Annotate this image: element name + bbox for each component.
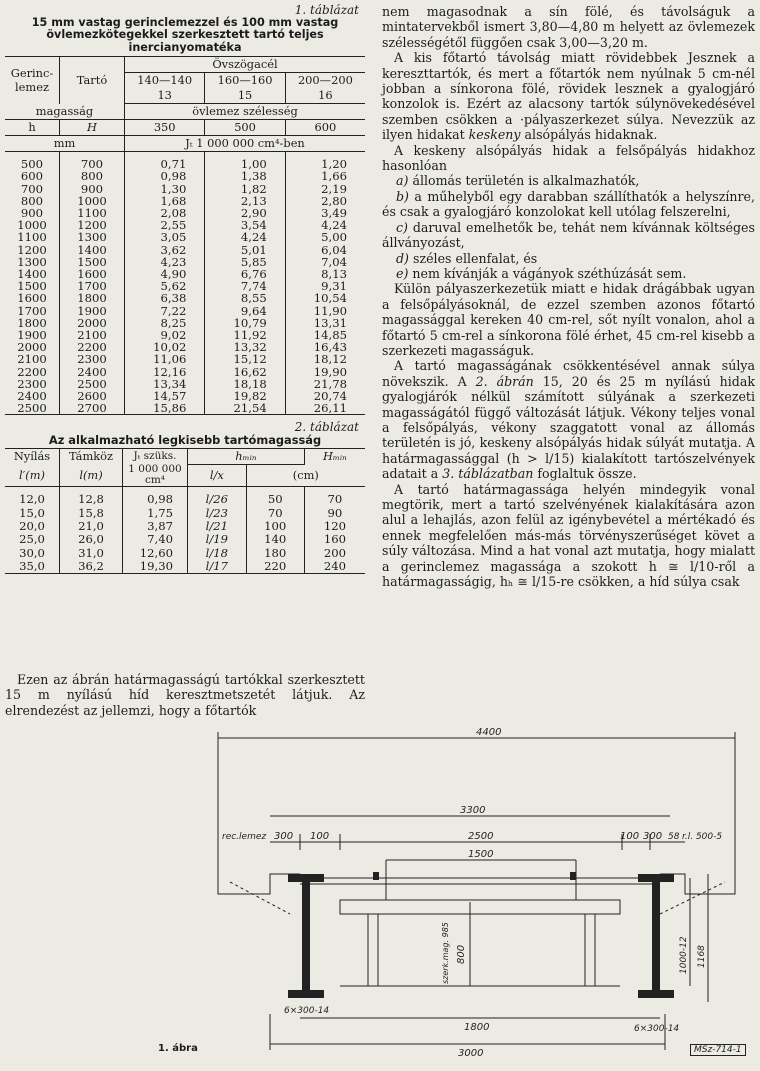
table-cell: 19,30: [123, 560, 188, 574]
table-cell: 900: [60, 183, 125, 195]
table-row: [5, 560, 365, 574]
dim-100-right: 100: [620, 831, 640, 842]
table-cell: 1,75: [123, 507, 188, 520]
t2-h-jt-unit: cm⁴: [144, 474, 166, 487]
table-cell: 25,0: [5, 533, 60, 546]
rl-label: r.l. 500-5: [682, 832, 723, 842]
t2-h-jt2-line: 1 000 000: [128, 463, 182, 476]
table-cell: 2,55: [125, 219, 205, 231]
table-cell: 1,00: [205, 152, 285, 171]
right-bottom-flange: [638, 990, 674, 998]
table-cell: 1800: [60, 292, 125, 304]
table-cell: 3,54: [205, 219, 285, 231]
table-cell: 160: [323, 532, 346, 547]
table-cell: 100: [246, 520, 304, 533]
left-paragraph: [5, 672, 365, 718]
table1: [5, 56, 365, 415]
t1-angle-thick: 16: [285, 88, 365, 104]
left-column: [5, 4, 365, 574]
table-cell: 1200: [5, 244, 60, 256]
table-cell: 4,24: [205, 231, 285, 243]
table-cell: 26,11: [285, 402, 365, 415]
table-cell: 9,31: [321, 279, 347, 294]
figure-code: MSz-714-1: [690, 1044, 746, 1056]
table-cell: 700: [5, 183, 60, 195]
table-row: [5, 353, 365, 365]
table-cell: 1,20: [321, 157, 347, 172]
table-cell: 2200: [5, 366, 60, 378]
table-row: [5, 507, 365, 520]
table-cell: 2300: [60, 353, 125, 365]
table-cell: 19,82: [205, 390, 285, 402]
dim-100-left: 100: [310, 831, 330, 842]
dim-1000-label: 1000-12: [679, 936, 689, 974]
table-cell: 2500: [60, 378, 125, 390]
hatch: [230, 882, 290, 914]
table2-title: Az alkalmazható legkisebb tartómagasság: [48, 433, 322, 448]
right-web: [652, 882, 660, 990]
table-row: [5, 533, 365, 546]
table-cell: 7,22: [125, 305, 205, 317]
t2-h-nyilas-sym: l′(m): [5, 464, 60, 487]
rt-list-a: [382, 173, 755, 188]
rt-p1-italic: keskeny: [468, 127, 521, 143]
t1-mm: mm: [5, 136, 125, 152]
rt-p4a: A tartó magasságának csökkentésével annak súlya növekszik. A: [382, 358, 755, 389]
table-cell: 18,12: [313, 352, 347, 367]
table2: [5, 448, 365, 574]
table-cell: 18,18: [205, 378, 285, 390]
t2-h-tamkoz: Támköz: [60, 448, 123, 464]
right-top-flange: [638, 874, 674, 882]
t1-magassag: magasság: [5, 104, 125, 120]
t1-col-tarto: Tartó: [60, 57, 125, 104]
table-cell: 2100: [5, 353, 60, 365]
table-cell: 20,0: [5, 520, 60, 533]
table-cell: 2,08: [125, 207, 205, 219]
table-cell: 0,98: [123, 487, 188, 507]
table-cell: 1,68: [125, 195, 205, 207]
table-cell: 3,62: [125, 244, 205, 256]
table-cell: 240: [304, 560, 365, 574]
table-cell: 35,0: [5, 560, 60, 574]
table-cell: 1300: [5, 256, 60, 268]
rec-lemez-label: rec.lemez: [222, 832, 267, 842]
t1-angle: 200—200: [297, 73, 353, 88]
left-web: [302, 882, 310, 990]
table-cell: 220: [246, 560, 304, 574]
table-cell: 11,06: [125, 353, 205, 365]
rt-p5: A tartó határmagassága helyén mindegyik vonal megtörik, mert a tartó szelvényének kialakítására azon alul a lehajlás, azon felül az igénybevétel a mértékadó és ennek megfelelően más-más törvényszerűséget követ a súly változása. Mind a hat vonal azt mutatja, hogy mialatt a gerinclemez magassága a szokott h ≅ l/10-ről a határmagasságig, hₕ ≅ l/15-re csökken, a híd súlya csak: [382, 481, 755, 590]
table-row: [5, 292, 365, 304]
rt-p3: Külön pályaszerkezetük miatt e hidak drágábbak ugyan a felsőpályásoknál, de ezzel szemben azonos főtartó magassággal kereken 40 cm-rel, sőt nyílt vonalon, ahol a főtartó 5 cm-rel a sínkorona fölé érhet, 45 cm-rel kisebb a szerkezeti magasságuk.: [382, 281, 755, 358]
left-text: Ezen az ábrán határmagasságú tartókkal szerkesztett 15 m nyílású híd keresztmetszetét látjuk. Az elrendezést az jellemzi, hogy a főtartók: [5, 672, 365, 718]
right-stringer: [585, 914, 595, 986]
table-cell: 1,38: [205, 170, 285, 182]
table-cell: 90: [327, 505, 343, 520]
table-cell: 1600: [5, 292, 60, 304]
table-cell: 4,24: [321, 218, 347, 233]
table-cell: 1900: [5, 329, 60, 341]
table-cell: 5,62: [125, 280, 205, 292]
table-cell: 1100: [5, 231, 60, 243]
table-cell: 2000: [60, 317, 125, 329]
table-cell: 12,0: [5, 487, 60, 507]
table-cell: 2400: [5, 390, 60, 402]
szerk-mag-label: szerk.mag. 985: [441, 922, 450, 984]
t1-width: 600: [285, 120, 365, 136]
t1-H: H: [60, 120, 125, 136]
table-row: [5, 152, 365, 171]
table-row: [5, 244, 365, 256]
table-cell: 16,62: [205, 366, 285, 378]
table-cell: 1300: [60, 231, 125, 243]
table-cell: 1,30: [125, 183, 205, 195]
rt-ld-t: széles ellenfalat, és: [413, 250, 538, 266]
table-cell: 800: [5, 195, 60, 207]
table-cell: 3,05: [125, 231, 205, 243]
table-cell: l/23: [188, 507, 247, 520]
dim-58: 58: [668, 832, 680, 842]
rt-p4c: kialakított tartószelvények adatait a: [382, 450, 756, 482]
table-cell: 12,60: [123, 547, 188, 560]
rt-p4-cond: (h > l/15): [506, 450, 575, 466]
rt-list-c: [382, 220, 755, 251]
table-cell: 12,8: [60, 487, 123, 507]
table-cell: 1500: [60, 256, 125, 268]
table-cell: 8,55: [205, 292, 285, 304]
table-cell: 13,34: [125, 378, 205, 390]
table-row: [5, 170, 365, 182]
table-cell: 1400: [60, 244, 125, 256]
table-cell: 10,79: [205, 317, 285, 329]
table-cell: l/21: [188, 520, 247, 533]
t1-width: 500: [205, 120, 285, 136]
rt-p4: [382, 358, 755, 481]
table-cell: 1800: [5, 317, 60, 329]
plate-right-label: 6×300-14: [634, 1024, 680, 1034]
rt-la: a): [396, 173, 409, 189]
table-cell: 6,76: [205, 268, 285, 280]
table-cell: 15,12: [205, 353, 285, 365]
rt-p1-end: alsópályás hidaknak.: [524, 127, 658, 143]
rt-list-d: [382, 251, 755, 266]
table-cell: 2100: [60, 329, 125, 341]
rt-le: e): [396, 265, 409, 281]
table-cell: 9,02: [125, 329, 205, 341]
dim-300-right: 300: [643, 831, 663, 842]
t2-h-hmin: hₘᵢₙ: [188, 448, 305, 464]
rt-la-t: állomás területén is alkalmazhatók,: [412, 173, 640, 189]
table-cell: 600: [5, 170, 60, 182]
table-cell: 11,92: [205, 329, 285, 341]
table-cell: 2,13: [205, 195, 285, 207]
t1-h: h: [5, 120, 60, 136]
table-cell: 800: [60, 170, 125, 182]
table-cell: 1000: [60, 195, 125, 207]
rt-p4-ref: 2. ábrán: [475, 373, 534, 389]
table-cell: 6,04: [321, 242, 347, 257]
table-cell: 13,31: [313, 315, 347, 330]
table-cell: 20,74: [313, 389, 347, 404]
rt-p1: [382, 50, 755, 142]
t1-angle: 140—140: [125, 73, 205, 89]
t2-h-jt2: [123, 464, 188, 487]
table-cell: 5,85: [205, 256, 285, 268]
table-cell: 26,0: [60, 533, 123, 546]
table-cell: 21,0: [60, 520, 123, 533]
t1-ovszogacel: Övszögacél: [125, 57, 366, 73]
table-cell: 14,85: [313, 328, 347, 343]
table-cell: 180: [246, 547, 304, 560]
table-cell: 10,02: [125, 341, 205, 353]
rt-lb: b): [396, 188, 409, 204]
table-cell: 14,57: [125, 390, 205, 402]
main-girders: [288, 872, 674, 998]
table-cell: 7,40: [123, 533, 188, 546]
t1-col-gerinclemez: Gerinc-lemez: [5, 57, 60, 104]
table-cell: 200: [323, 545, 346, 560]
rt-p1-text: A kis főtartó távolság miatt rövidebbek Jesznek a kereszttartók, és mert a főtartók nem nyúlnak 5 cm-nél jobban a sínkorona fölé, rövidek lesznek a gyalogjáró konzolok is. Ezért az alacsony tartók súlynövekedésével szemben csökken a ·pályaszerkezet súlya. Nevezzük az ilyen hidakat: [382, 50, 755, 143]
t2-h-cm: (cm): [246, 464, 365, 487]
rt-p2: A keskeny alsópályás hidak a felsőpályás hidakhoz hasonlóan: [382, 142, 755, 174]
table-cell: 15,0: [5, 507, 60, 520]
table-cell: 2700: [60, 402, 125, 415]
table-cell: 0,71: [125, 152, 205, 171]
table-row: [5, 231, 365, 243]
left-top-flange: [288, 874, 324, 882]
table-cell: 15,86: [125, 402, 205, 415]
hatch: [660, 882, 725, 914]
table-cell: 3,49: [321, 206, 347, 221]
table-cell: 1500: [5, 280, 60, 292]
table-cell: 8,25: [125, 317, 205, 329]
table-cell: 1400: [5, 268, 60, 280]
rt-lb-t: a műhelyből egy darabban szállíthatók a helyszínre, és csak a gyalogjáró konzolokat kell utólag felszerelni,: [382, 188, 755, 220]
table-cell: 15,8: [60, 507, 123, 520]
table-cell: l/19: [188, 533, 247, 546]
dim-3300-label: 3300: [460, 805, 486, 816]
rt-p4-tref: 3. táblázatban: [442, 466, 534, 482]
t1-jt: Jₜ 1 000 000 cm⁴-ben: [125, 136, 366, 152]
table-cell: 1,82: [205, 183, 285, 195]
table2-number: 2. táblázat: [294, 420, 359, 435]
table-cell: 7,74: [205, 280, 285, 292]
table-cell: 2200: [60, 341, 125, 353]
table-cell: 1600: [60, 268, 125, 280]
dim-1500-label: 1500: [468, 849, 494, 860]
table-cell: 30,0: [5, 547, 60, 560]
table-cell: 11,90: [313, 303, 347, 318]
dim-3000-label: 3000: [458, 1048, 484, 1059]
dim-800-label: 800: [456, 944, 467, 964]
dim-1800-label: 1800: [464, 1022, 490, 1033]
table1-number: 1. táblázat: [294, 3, 359, 17]
rail-head: [373, 872, 379, 880]
table-cell: 3,87: [123, 520, 188, 533]
table-cell: 50: [246, 487, 304, 507]
table-cell: 70: [327, 492, 343, 507]
table-cell: 900: [5, 207, 60, 219]
rt-p4d: foglaltuk össze.: [537, 466, 637, 482]
table-cell: 2300: [5, 378, 60, 390]
table-cell: 36,2: [60, 560, 123, 574]
table-cell: 10,54: [313, 291, 347, 306]
figure-label: 1. ábra: [158, 1043, 198, 1054]
table-cell: 21,78: [313, 376, 347, 391]
table-cell: 70: [246, 507, 304, 520]
table-cell: 1000: [5, 219, 60, 231]
table-cell: 5,00: [321, 230, 347, 245]
table-cell: 2,80: [321, 193, 347, 208]
table-cell: 2500: [5, 402, 60, 415]
table-cell: 1700: [5, 305, 60, 317]
table-cell: 4,90: [125, 268, 205, 280]
table1-title: 15 mm vastag gerinclemezzel és 100 mm vastag övlemezkötegekkel szerkesztett tartó teljes inercianyomatéka: [31, 16, 339, 54]
t2-h-lx: l/x: [188, 464, 247, 487]
t2-h-jt: Jₜ szüks.: [123, 448, 188, 464]
table-cell: 7,04: [321, 254, 347, 269]
table-cell: 9,64: [205, 305, 285, 317]
rt-lc: c): [396, 219, 408, 235]
t1-width: 350: [125, 120, 205, 136]
table-cell: 2,90: [205, 207, 285, 219]
table-cell: l/26: [188, 487, 247, 507]
cross-girder: [340, 900, 620, 914]
table-cell: l/17: [188, 560, 247, 574]
t1-angle: 160—160: [205, 73, 285, 89]
dim-300-left: 300: [274, 831, 294, 842]
rt-list-b: [382, 189, 755, 220]
t1-ovlemez-szelesseg: övlemez szélesség: [125, 104, 366, 120]
left-bottom-flange: [288, 990, 324, 998]
t2-h-Hmin: Hₘᵢₙ: [304, 448, 365, 464]
rt-p4b: 15, 20 és 25 m nyílású hidak gyalogjárók nélkül számított súlyának a szerkezeti magasságától függő változását látjuk. Vékony teljes vonal a felsőpályás, vékony szaggatott vonal az állomás területén is jó, keskeny alsópályás hidak súlyát mutatja. A határmagassággal: [382, 373, 755, 466]
left-stringer: [368, 914, 378, 986]
table-cell: 21,54: [205, 402, 285, 415]
table-cell: 31,0: [60, 547, 123, 560]
table-cell: 4,23: [125, 256, 205, 268]
table-cell: 2400: [60, 366, 125, 378]
table-cell: 16,43: [313, 340, 347, 355]
table-row: [5, 520, 365, 533]
bridge-cross-section-drawing: [190, 724, 755, 1064]
table-cell: 1,66: [321, 169, 347, 184]
t2-h-tamkoz-sym: l(m): [60, 464, 123, 487]
right-column: [382, 4, 755, 589]
table-cell: 13,32: [205, 341, 285, 353]
table-cell: 2,19: [321, 181, 347, 196]
rail-head: [570, 872, 576, 880]
t1-angle-thick: 13: [125, 88, 205, 104]
table-cell: 120: [323, 518, 346, 533]
table-cell: 1700: [60, 280, 125, 292]
rt-ld: d): [396, 250, 409, 266]
t1-body: [5, 152, 365, 415]
rt-lc-t: daruval emelhetők be, tehát nem kívánnak költséges állványozást,: [382, 219, 755, 251]
left-console: [218, 804, 300, 894]
table-row: [5, 487, 365, 507]
table-cell: 8,13: [321, 267, 347, 282]
table-row: [5, 547, 365, 560]
table-cell: 2000: [5, 341, 60, 353]
dim-4400-label: 4400: [476, 727, 502, 738]
table-cell: 5,01: [205, 244, 285, 256]
table-cell: 140: [246, 533, 304, 546]
table-cell: l/18: [188, 547, 247, 560]
table-cell: 700: [60, 152, 125, 171]
rt-p0: nem magasodnak a sín fölé, és távolságuk a mintatervekből ismert 3,80—4,80 m helyett az övlemezek szélességétől függően csak 3,00—3,20 m.: [382, 4, 755, 50]
rt-list-e: [382, 266, 755, 281]
t2-h-nyilas: Nyílás: [5, 448, 60, 464]
table-cell: 0,98: [125, 170, 205, 182]
table-cell: 6,38: [125, 292, 205, 304]
table-cell: 2600: [60, 390, 125, 402]
table-cell: 1900: [60, 305, 125, 317]
rt-le-t: nem kívánják a vágányok széthúzását sem.: [412, 265, 687, 281]
table-row: [5, 402, 365, 415]
plate-left-label: 6×300-14: [284, 1006, 330, 1016]
table-cell: 500: [5, 152, 60, 171]
table-cell: 1200: [60, 219, 125, 231]
table-cell: 1100: [60, 207, 125, 219]
table-row: [5, 183, 365, 195]
dim-2500-label: 2500: [468, 831, 494, 842]
dim-1168-label: 1168: [697, 945, 707, 968]
t2-body: [5, 487, 365, 574]
t1-angle-thick: 15: [205, 88, 285, 104]
table-cell: 19,90: [313, 364, 347, 379]
table-cell: 12,16: [125, 366, 205, 378]
